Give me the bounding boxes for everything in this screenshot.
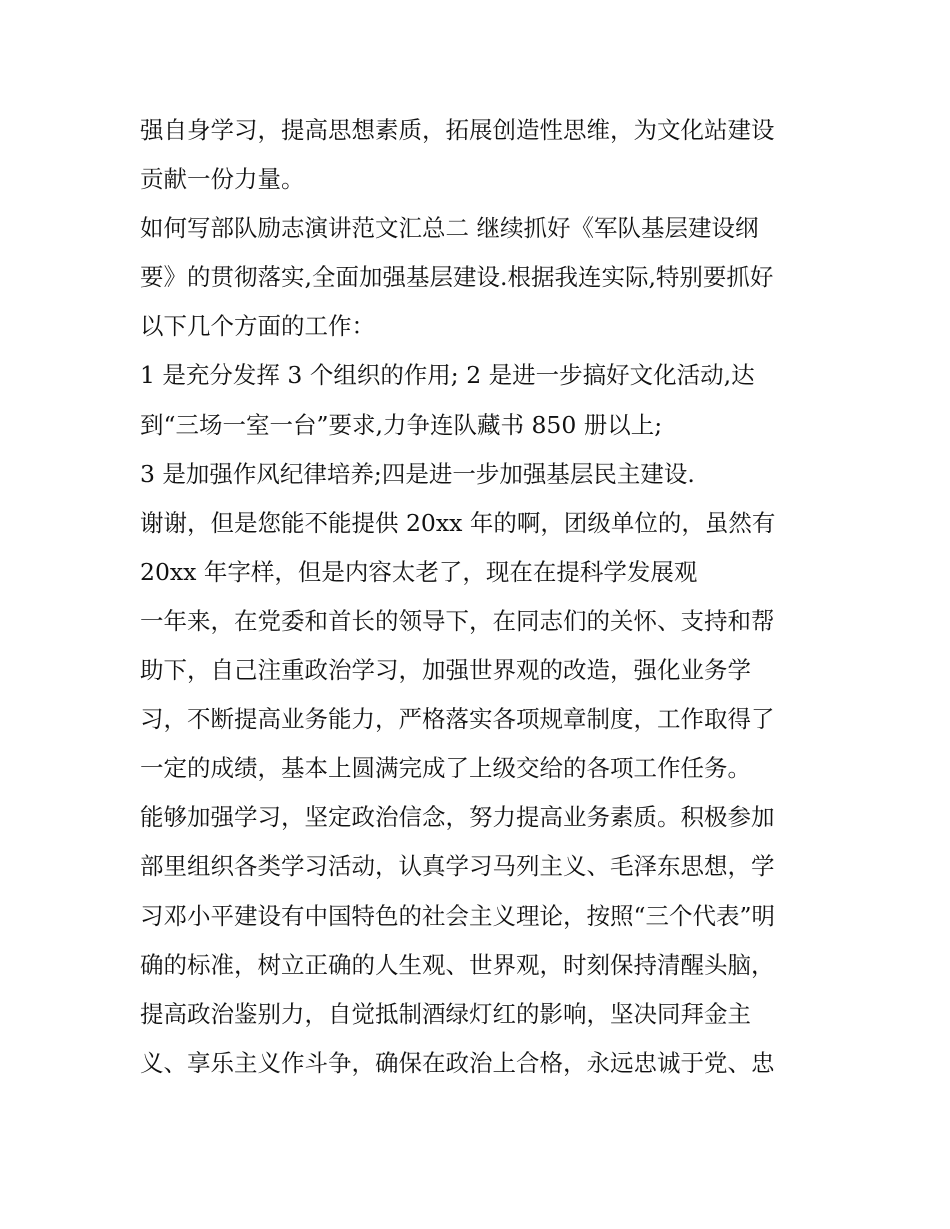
text-line: 能够加强学习，坚定政治信念，努力提高业务素质。积极参加 [140,803,775,832]
text-line: 一年来，在党委和首长的领导下，在同志们的关怀、支持和帮 [140,606,775,635]
text-line: 助下，自己注重政治学习，加强世界观的改造，强化业务学 [140,656,751,685]
text-line: 3 是加强作风纪律培养;四是进一步加强基层民主建设. [140,459,695,488]
text-line: 如何写部队励志演讲范文汇总二 继续抓好《军队基层建设纲 [140,214,759,243]
text-line: 部里组织各类学习活动，认真学习马列主义、毛泽东思想，学 [140,852,775,881]
text-line: 确的标准，树立正确的人生观、世界观，时刻保持清醒头脑， [140,950,775,979]
text-line: 谢谢，但是您能不能提供 20xx 年的啊，团级单位的，虽然有 [140,508,776,537]
text-line: 提高政治鉴别力，自觉抵制酒绿灯红的影响，坚决同拜金主 [140,999,751,1028]
text-line: 强自身学习，提高思想素质，拓展创造性思维，为文化站建设 [140,116,775,144]
text-line: 20xx 年字样，但是内容太老了，现在在提科学发展观 [140,557,698,586]
text-line: 贡献一份力量。 [140,165,305,194]
text-line: 一定的成绩，基本上圆满完成了上级交给的各项工作任务。 [140,754,751,783]
text-line: 到“三场一室一台”要求,力争连队藏书 850 册以上; [140,410,663,439]
text-line: 以下几个方面的工作： [140,312,375,341]
text-line: 习，不断提高业务能力，严格落实各项规章制度，工作取得了 [140,705,775,734]
text-line: 1 是充分发挥 3 个组织的作用; 2 是进一步搞好文化活动,达 [140,361,755,390]
text-line: 习邓小平建设有中国特色的社会主义理论，按照“三个代表”明 [140,901,776,930]
text-line: 义、享乐主义作斗争，确保在政治上合格，永远忠诚于党、忠 [140,1048,775,1077]
body-text [140,106,820,1088]
text-line: 要》的贯彻落实,全面加强基层建设.根据我连实际,特别要抓好 [140,263,774,292]
